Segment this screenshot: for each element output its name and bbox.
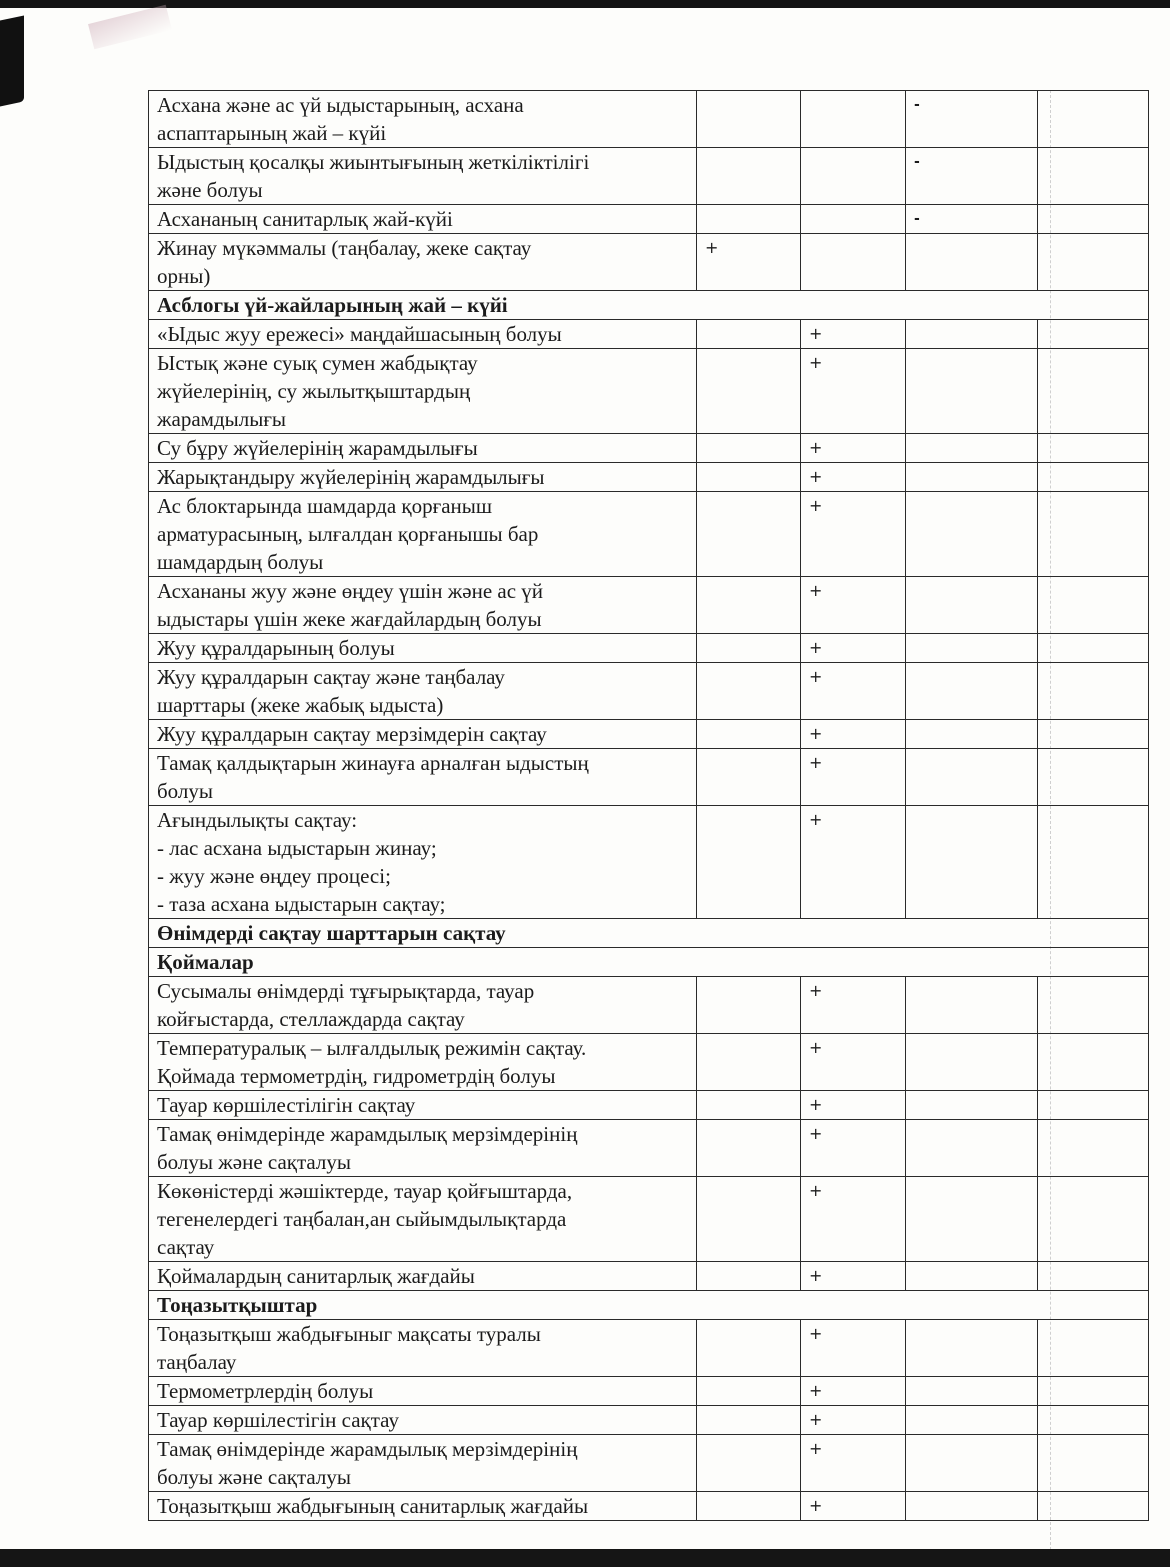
checklist-row	[149, 463, 1149, 492]
plus-mark-cell: +	[801, 1034, 906, 1091]
checklist-row	[149, 577, 1149, 634]
empty-mark-cell	[697, 1120, 801, 1177]
criterion-text: Жуу құралдарын сақтау және таңбалау шарттары (жеке жабық ыдыста)	[149, 663, 697, 720]
empty-mark-cell	[906, 749, 1038, 806]
empty-mark-cell	[906, 720, 1038, 749]
checklist-row	[149, 349, 1149, 434]
criterion-text: Термометрлердің болуы	[149, 1377, 697, 1406]
empty-mark-cell	[697, 1262, 801, 1291]
checklist-row	[149, 663, 1149, 720]
criterion-text: Асхананың санитарлық жай-күйі	[149, 205, 697, 234]
empty-mark-cell	[697, 1091, 801, 1120]
empty-mark-cell	[697, 1034, 801, 1091]
checklist-row	[149, 1120, 1149, 1177]
plus-mark-cell: +	[801, 463, 906, 492]
empty-mark-cell	[1038, 434, 1149, 463]
empty-mark-cell	[697, 720, 801, 749]
criterion-text: Тауар көршілестігін сақтау	[149, 1406, 697, 1435]
checklist-row	[149, 234, 1149, 291]
empty-mark-cell	[697, 577, 801, 634]
minus-mark-cell: -	[906, 91, 1038, 148]
plus-mark-cell: +	[801, 1262, 906, 1291]
empty-mark-cell	[1038, 148, 1149, 205]
empty-mark-cell	[697, 1492, 801, 1521]
empty-mark-cell	[697, 1435, 801, 1492]
criterion-text: Сусымалы өнімдерді тұғырықтарда, тауар койғыстарда, стеллаждарда сақтау	[149, 977, 697, 1034]
empty-mark-cell	[697, 492, 801, 577]
criterion-text: Су бұру жүйелерінің жарамдылығы	[149, 434, 697, 463]
empty-mark-cell	[1038, 320, 1149, 349]
checklist-row	[149, 434, 1149, 463]
checklist-row	[149, 205, 1149, 234]
empty-mark-cell	[1038, 1435, 1149, 1492]
criterion-text: Асхананы жуу және өңдеу үшін және ас үй ыдыстары үшін жеке жағдайлардың болуы	[149, 577, 697, 634]
empty-mark-cell	[697, 1177, 801, 1262]
empty-mark-cell	[906, 977, 1038, 1034]
criterion-text: Ағындылықты сақтау: - лас асхана ыдыстарын жинау; - жуу және өңдеу процесі; - таза асхана ыдыстарын сақтау;	[149, 806, 697, 919]
empty-mark-cell	[801, 148, 906, 205]
empty-mark-cell	[697, 1377, 801, 1406]
bottom-frame-bar	[0, 1549, 1170, 1567]
criterion-text: Асхана және ас үй ыдыстарының, асхана аспаптарының жай – күйі	[149, 91, 697, 148]
section-title: Асблогы үй-жайларының жай – күйі	[149, 291, 1149, 320]
empty-mark-cell	[906, 1177, 1038, 1262]
empty-mark-cell	[697, 434, 801, 463]
plus-mark-cell: +	[801, 320, 906, 349]
empty-mark-cell	[1038, 749, 1149, 806]
criterion-text: Қоймалардың санитарлық жағдайы	[149, 1262, 697, 1291]
criterion-text: Жинау мүкәммалы (таңбалау, жеке сақтау орны)	[149, 234, 697, 291]
plus-mark-cell: +	[801, 749, 906, 806]
empty-mark-cell	[906, 1120, 1038, 1177]
empty-mark-cell	[906, 1262, 1038, 1291]
criterion-text: Ыдыстың қосалқы жиынтығының жеткіліктілігі және болуы	[149, 148, 697, 205]
plus-mark-cell: +	[801, 806, 906, 919]
criterion-text: Ыстық және суық сумен жабдықтау жүйелерінің, су жылытқыштардың жарамдылығы	[149, 349, 697, 434]
section-title: Тоңазытқыштар	[149, 1291, 1149, 1320]
plus-mark-cell: +	[801, 720, 906, 749]
plus-mark-cell: +	[801, 1177, 906, 1262]
checklist-row	[149, 1435, 1149, 1492]
checklist-row	[149, 749, 1149, 806]
empty-mark-cell	[1038, 1406, 1149, 1435]
empty-mark-cell	[697, 349, 801, 434]
empty-mark-cell	[906, 434, 1038, 463]
empty-mark-cell	[1038, 1492, 1149, 1521]
criterion-text: Жарықтандыру жүйелерінің жарамдылығы	[149, 463, 697, 492]
empty-mark-cell	[801, 205, 906, 234]
empty-mark-cell	[697, 806, 801, 919]
empty-mark-cell	[697, 205, 801, 234]
section-header-row	[149, 948, 1149, 977]
empty-mark-cell	[906, 1377, 1038, 1406]
plus-mark-cell: +	[801, 1435, 906, 1492]
empty-mark-cell	[801, 91, 906, 148]
empty-mark-cell	[906, 349, 1038, 434]
checklist-row	[149, 1377, 1149, 1406]
empty-mark-cell	[697, 1320, 801, 1377]
plus-mark-cell: +	[801, 1377, 906, 1406]
empty-mark-cell	[1038, 977, 1149, 1034]
section-header-row	[149, 291, 1149, 320]
checklist-row	[149, 148, 1149, 205]
top-frame-bar	[0, 0, 1170, 8]
empty-mark-cell	[906, 1492, 1038, 1521]
checklist-row	[149, 1091, 1149, 1120]
section-title: Өнімдерді сақтау шарттарын сақтау	[149, 919, 1149, 948]
empty-mark-cell	[697, 634, 801, 663]
minus-mark-cell: -	[906, 205, 1038, 234]
empty-mark-cell	[906, 1406, 1038, 1435]
section-title: Қоймалар	[149, 948, 1149, 977]
empty-mark-cell	[697, 148, 801, 205]
criterion-text: Тамақ қалдықтарын жинауға арналған ыдыстың болуы	[149, 749, 697, 806]
empty-mark-cell	[1038, 1034, 1149, 1091]
empty-mark-cell	[1038, 663, 1149, 720]
plus-mark-cell: +	[801, 977, 906, 1034]
empty-mark-cell	[697, 663, 801, 720]
plus-mark-cell: +	[801, 1406, 906, 1435]
inspection-checklist-table	[148, 90, 1149, 1521]
empty-mark-cell	[801, 234, 906, 291]
checklist-row	[149, 1262, 1149, 1291]
criterion-text: Тамақ өнімдерінде жарамдылық мерзімдерінің болуы және сақталуы	[149, 1120, 697, 1177]
checklist-row	[149, 1492, 1149, 1521]
plus-mark-cell: +	[801, 1492, 906, 1521]
empty-mark-cell	[1038, 492, 1149, 577]
empty-mark-cell	[1038, 1177, 1149, 1262]
criterion-text: Тауар көршілестілігін сақтау	[149, 1091, 697, 1120]
empty-mark-cell	[906, 806, 1038, 919]
checklist-row	[149, 492, 1149, 577]
empty-mark-cell	[906, 1320, 1038, 1377]
empty-mark-cell	[697, 91, 801, 148]
empty-mark-cell	[697, 1406, 801, 1435]
empty-mark-cell	[906, 320, 1038, 349]
criterion-text: Жуу құралдарын сақтау мерзімдерін сақтау	[149, 720, 697, 749]
criterion-text: Температуралық – ылғалдылық режимін сақтау. Қоймада термометрдің, гидрометрдің болуы	[149, 1034, 697, 1091]
section-header-row	[149, 919, 1149, 948]
empty-mark-cell	[1038, 91, 1149, 148]
minus-mark-cell: -	[906, 148, 1038, 205]
checklist-row	[149, 1406, 1149, 1435]
criterion-text: Тамақ өнімдерінде жарамдылық мерзімдерінің болуы және сақталуы	[149, 1435, 697, 1492]
plus-mark-cell: +	[697, 234, 801, 291]
empty-mark-cell	[1038, 720, 1149, 749]
empty-mark-cell	[906, 234, 1038, 291]
checklist-row	[149, 806, 1149, 919]
checklist-row	[149, 1177, 1149, 1262]
criterion-text: Тоңазытқыш жабдығының санитарлық жағдайы	[149, 1492, 697, 1521]
empty-mark-cell	[1038, 806, 1149, 919]
page-corner-shadow	[0, 15, 24, 106]
empty-mark-cell	[906, 1435, 1038, 1492]
empty-mark-cell	[906, 463, 1038, 492]
empty-mark-cell	[697, 463, 801, 492]
checklist-row	[149, 1034, 1149, 1091]
empty-mark-cell	[906, 492, 1038, 577]
empty-mark-cell	[1038, 634, 1149, 663]
checklist-row	[149, 320, 1149, 349]
empty-mark-cell	[1038, 234, 1149, 291]
plus-mark-cell: +	[801, 1320, 906, 1377]
checklist-row	[149, 977, 1149, 1034]
plus-mark-cell: +	[801, 1091, 906, 1120]
empty-mark-cell	[906, 1091, 1038, 1120]
checklist-row	[149, 91, 1149, 148]
criterion-text: Жуу құралдарының болуы	[149, 634, 697, 663]
plus-mark-cell: +	[801, 492, 906, 577]
plus-mark-cell: +	[801, 434, 906, 463]
empty-mark-cell	[1038, 1262, 1149, 1291]
plus-mark-cell: +	[801, 577, 906, 634]
empty-mark-cell	[1038, 349, 1149, 434]
empty-mark-cell	[906, 1034, 1038, 1091]
checklist-row	[149, 634, 1149, 663]
empty-mark-cell	[697, 749, 801, 806]
criterion-text: Ас блоктарында шамдарда қорғаныш арматурасының, ылғалдан қорғанышы бар шамдардың болуы	[149, 492, 697, 577]
empty-mark-cell	[906, 577, 1038, 634]
plus-mark-cell: +	[801, 663, 906, 720]
empty-mark-cell	[1038, 1091, 1149, 1120]
empty-mark-cell	[697, 977, 801, 1034]
plus-mark-cell: +	[801, 634, 906, 663]
plus-mark-cell: +	[801, 349, 906, 434]
criterion-text: Тоңазытқыш жабдығыныг мақсаты туралы таңбалау	[149, 1320, 697, 1377]
empty-mark-cell	[697, 320, 801, 349]
empty-mark-cell	[1038, 463, 1149, 492]
criterion-text: Көкөністерді жәшіктерде, тауар қойғыштарда, тегенелердегі таңбалан,ан сыйымдылықтарда сақтау	[149, 1177, 697, 1262]
empty-mark-cell	[1038, 1320, 1149, 1377]
empty-mark-cell	[906, 663, 1038, 720]
empty-mark-cell	[1038, 1120, 1149, 1177]
checklist-row	[149, 720, 1149, 749]
criterion-text: «Ыдыс жуу ережесі» маңдайшасының болуы	[149, 320, 697, 349]
checklist-row	[149, 1320, 1149, 1377]
paper-smudge	[88, 5, 172, 50]
plus-mark-cell: +	[801, 1120, 906, 1177]
empty-mark-cell	[1038, 1377, 1149, 1406]
empty-mark-cell	[906, 634, 1038, 663]
empty-mark-cell	[1038, 205, 1149, 234]
section-header-row	[149, 1291, 1149, 1320]
empty-mark-cell	[1038, 577, 1149, 634]
